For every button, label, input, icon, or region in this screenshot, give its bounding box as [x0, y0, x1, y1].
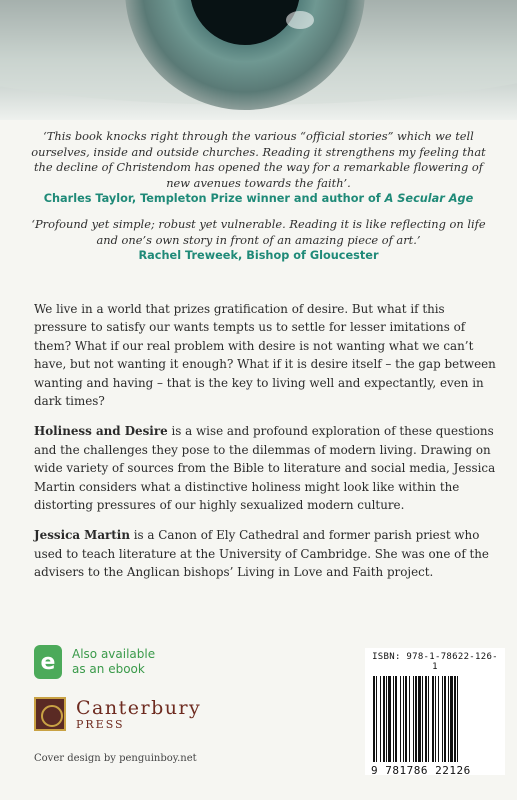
quote-1-attribution: Charles Taylor, Templeton Prize winner and author of A Secular Age	[43, 192, 474, 205]
isbn-text: ISBN: 978-1-78622-126-1	[372, 652, 498, 672]
isbn-barcode	[365, 648, 505, 775]
ebook-line-1: Also available	[72, 647, 156, 661]
publisher-sub: PRESS	[76, 717, 125, 731]
quote-2-attribution: Rachel Treweek, Bishop of Gloucester	[138, 249, 379, 262]
quote-1: ‘This book knocks right through the various “official stories” which we tell ourselves, inside and outside churches. Reading it strengthens my feeling that the decline of Christendom has opened the way for a remarkable flowering of new avenues towards the faith’.	[31, 129, 486, 190]
publisher-emblem-icon	[34, 697, 66, 731]
author-bio: Jessica Martin is a Canon of Ely Cathedral and former parish priest who used to teach literature at the University of Cambridge. She was one of the advisers to the Anglican bishops’ Living in Love and Faith project.	[34, 528, 489, 580]
blurb	[34, 300, 496, 594]
ebook-line-2: as an ebook	[72, 662, 145, 676]
blurb-paragraph-2: Holiness and Desire is a wise and profound exploration of these questions and the challenges they pose to the dilemmas of modern living. Drawing on wide variety of sources from the Bible to literature and social media, Jessica Martin considers what a distinctive holiness might look like within the distorting pressures of our highly sexualized modern culture.	[34, 424, 496, 513]
review-quotes	[0, 127, 517, 264]
barcode-bars	[371, 676, 499, 762]
ebook-notice	[34, 645, 155, 679]
publisher-logo	[34, 697, 201, 731]
blurb-paragraph-1: We live in a world that prizes gratification of desire. But what if this pressure to satisfy our wants tempts us to settle for lesser imitations of them? What if our real problem with desire is not wanting what we can’t have, but not wanting it enough? What if it is desire itself – the gap between wanting and having – that is the key to living well and expectantly, even in dark times?	[34, 302, 496, 409]
publisher-name: Canterbury	[76, 696, 202, 719]
cover-design-credit: Cover design by penguinboy.net	[34, 753, 197, 764]
barcode-number: 9 781786 22126	[371, 764, 471, 777]
quote-2: ‘Profound yet simple; robust yet vulnerable. Reading it is like reflecting on life and one’s own story in front of an amazing piece of art.’	[31, 217, 486, 247]
cover-eye-photo	[0, 0, 517, 120]
ebook-icon: e	[34, 645, 62, 679]
